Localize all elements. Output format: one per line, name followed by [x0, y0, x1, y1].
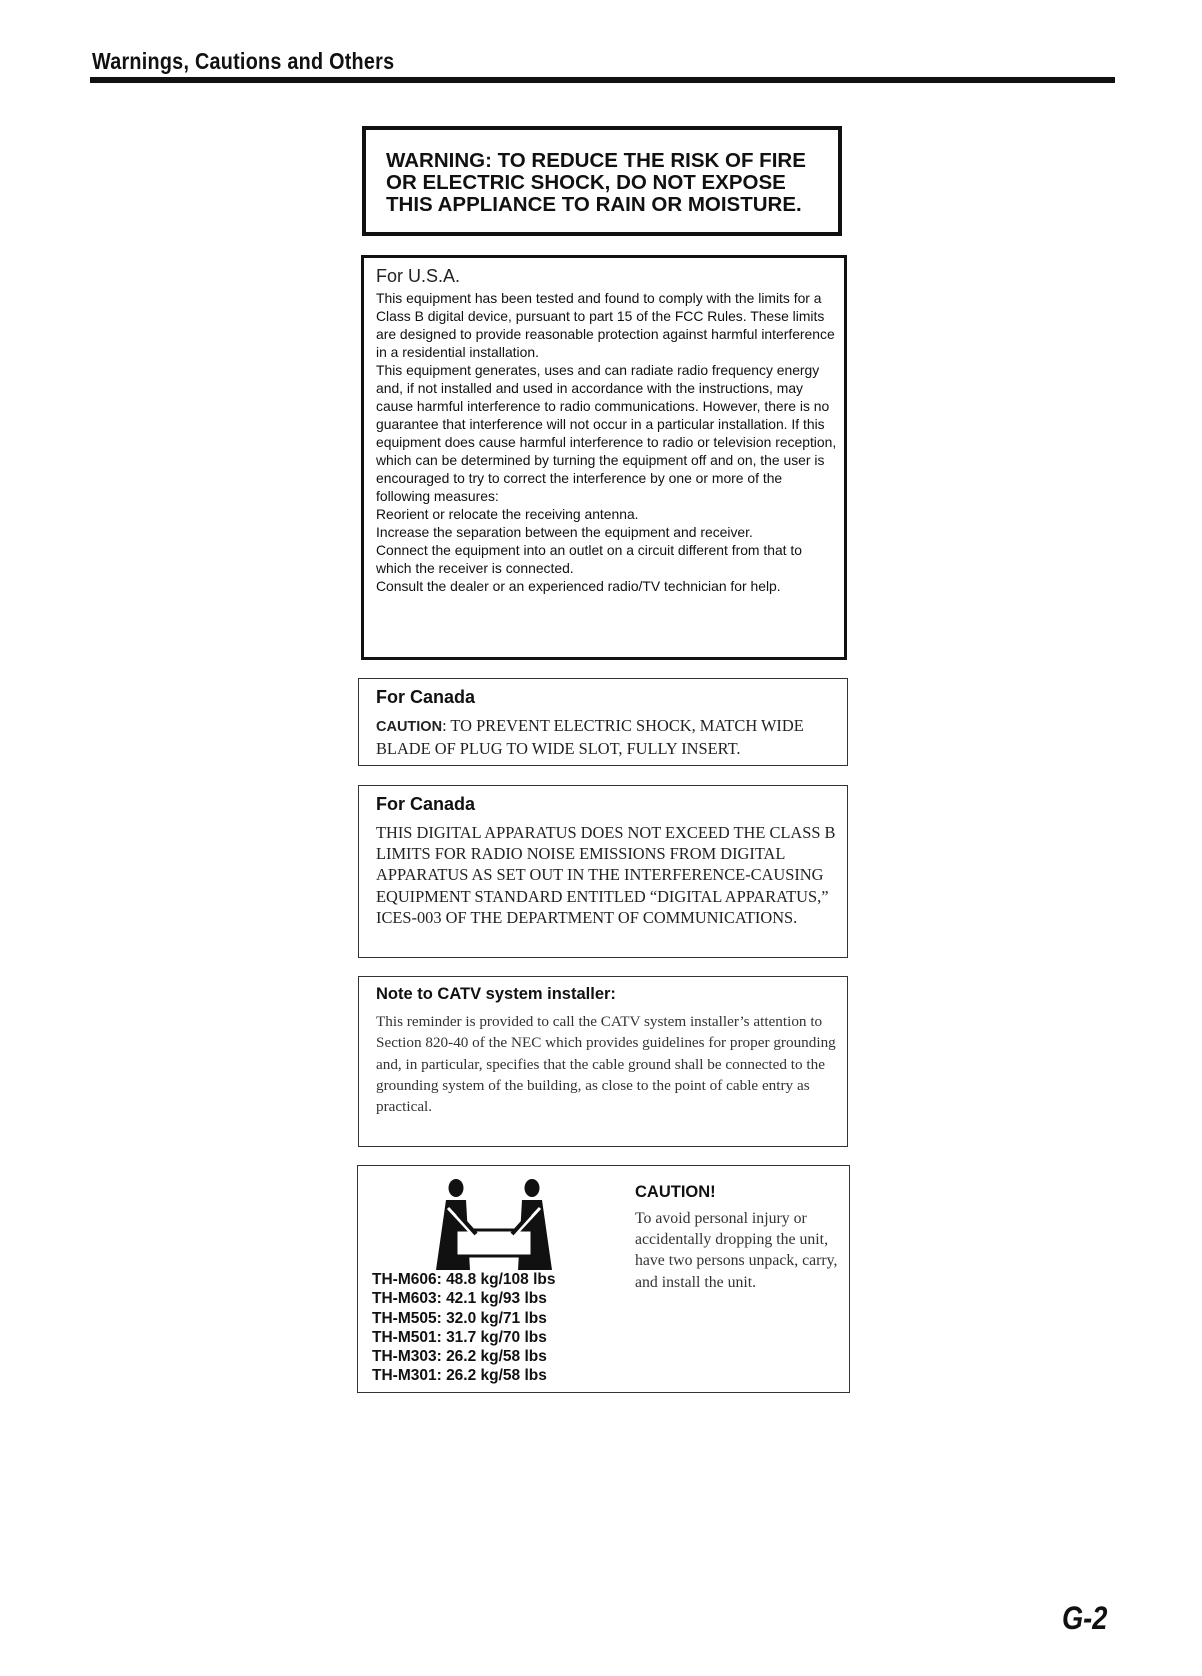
catv-note-box	[358, 976, 848, 1147]
usa-paragraph: This equipment generates, uses and can radiate radio frequency energy and, if not installed and used in accordance with the instructions, may cause harmful interference to radio communications. However, there is no guarantee that interference will not occur in a particular installation. If this equipment does cause harmful interference to radio or television reception, which can be determined by turning the equipment off and on, the user is encouraged to try to correct the interference by one or more of the following measures:	[376, 362, 837, 504]
usa-paragraph: Connect the equipment into an outlet on a circuit different from that to which the receiver is connected.	[376, 542, 802, 576]
catv-text: This reminder is provided to call the CATV system installer’s attention to Section 820-40 of the NEC which provides guidelines for proper grounding and, in particular, specifies that the cable ground shall be connected to the grounding system of the building, as close to the point of cable entry as practical.	[376, 1013, 836, 1116]
model-weights-list	[372, 1270, 556, 1386]
model-weight: TH-M603: 42.1 kg/93 lbs	[372, 1290, 547, 1308]
page-number: G-2	[1062, 1600, 1108, 1636]
usa-paragraph: This equipment has been tested and found to comply with the limits for a Class B digital device, pursuant to part 15 of the FCC Rules. These limits are designed to provide reasonable protection against harmful interference in a residential installation.	[376, 290, 835, 360]
canada-digital-text: THIS DIGITAL APPARATUS DOES NOT EXCEED THE CLASS B LIMITS FOR RADIO NOISE EMISSIONS FROM DIGITAL APPARATUS AS SET OUT IN THE INTERFERENCE-CAUSING EQUIPMENT STANDARD ENTITLED “DIGITAL APPARATUS,” ICES-003 OF THE DEPARTMENT OF COMMUNICATIONS.	[376, 823, 836, 927]
page-header-title: Warnings, Cautions and Others	[92, 48, 395, 74]
caution-text: To avoid personal injury or accidentally dropping the unit, have two persons unpack, carry, and install the unit.	[635, 1210, 838, 1291]
header-rule	[90, 77, 1115, 83]
weight-caution-box	[357, 1165, 850, 1393]
canada-plug-heading: For Canada	[376, 687, 476, 707]
fcc-usa-box	[361, 255, 847, 660]
warning-box	[362, 126, 842, 236]
warning-text	[386, 150, 824, 216]
usa-heading: For U.S.A.	[376, 266, 461, 286]
usa-paragraph: Consult the dealer or an experienced radio/TV technician for help.	[376, 578, 781, 594]
warning-line: OR ELECTRIC SHOCK, DO NOT EXPOSE	[386, 171, 786, 194]
canada-plug-text: : TO PREVENT ELECTRIC SHOCK, MATCH WIDE BLADE OF PLUG TO WIDE SLOT, FULLY INSERT.	[376, 716, 804, 759]
caution-heading: CAUTION!	[635, 1183, 716, 1201]
canada-plug-body	[376, 715, 838, 759]
warning-line: WARNING: TO REDUCE THE RISK OF FIRE	[386, 149, 806, 172]
model-weight: TH-M606: 48.8 kg/108 lbs	[372, 1271, 556, 1288]
canada-digital-box	[358, 785, 848, 958]
catv-heading: Note to CATV system installer:	[376, 985, 616, 1003]
usa-paragraph: Increase the separation between the equipment and receiver.	[376, 524, 753, 540]
usa-paragraph: Reorient or relocate the receiving antenna.	[376, 506, 639, 522]
model-weight: TH-M301: 26.2 kg/58 lbs	[372, 1367, 547, 1385]
model-weight: TH-M303: 26.2 kg/58 lbs	[372, 1348, 547, 1366]
caution-label: CAUTION	[376, 719, 443, 735]
usa-body	[376, 289, 838, 595]
canada-digital-heading: For Canada	[376, 794, 476, 814]
model-weight: TH-M501: 31.7 kg/70 lbs	[372, 1328, 547, 1346]
model-weight: TH-M505: 32.0 kg/71 lbs	[372, 1309, 547, 1327]
canada-plug-box	[358, 678, 848, 766]
warning-line: THIS APPLIANCE TO RAIN OR MOISTURE.	[386, 193, 802, 216]
two-person-lift-icon	[434, 1178, 554, 1273]
